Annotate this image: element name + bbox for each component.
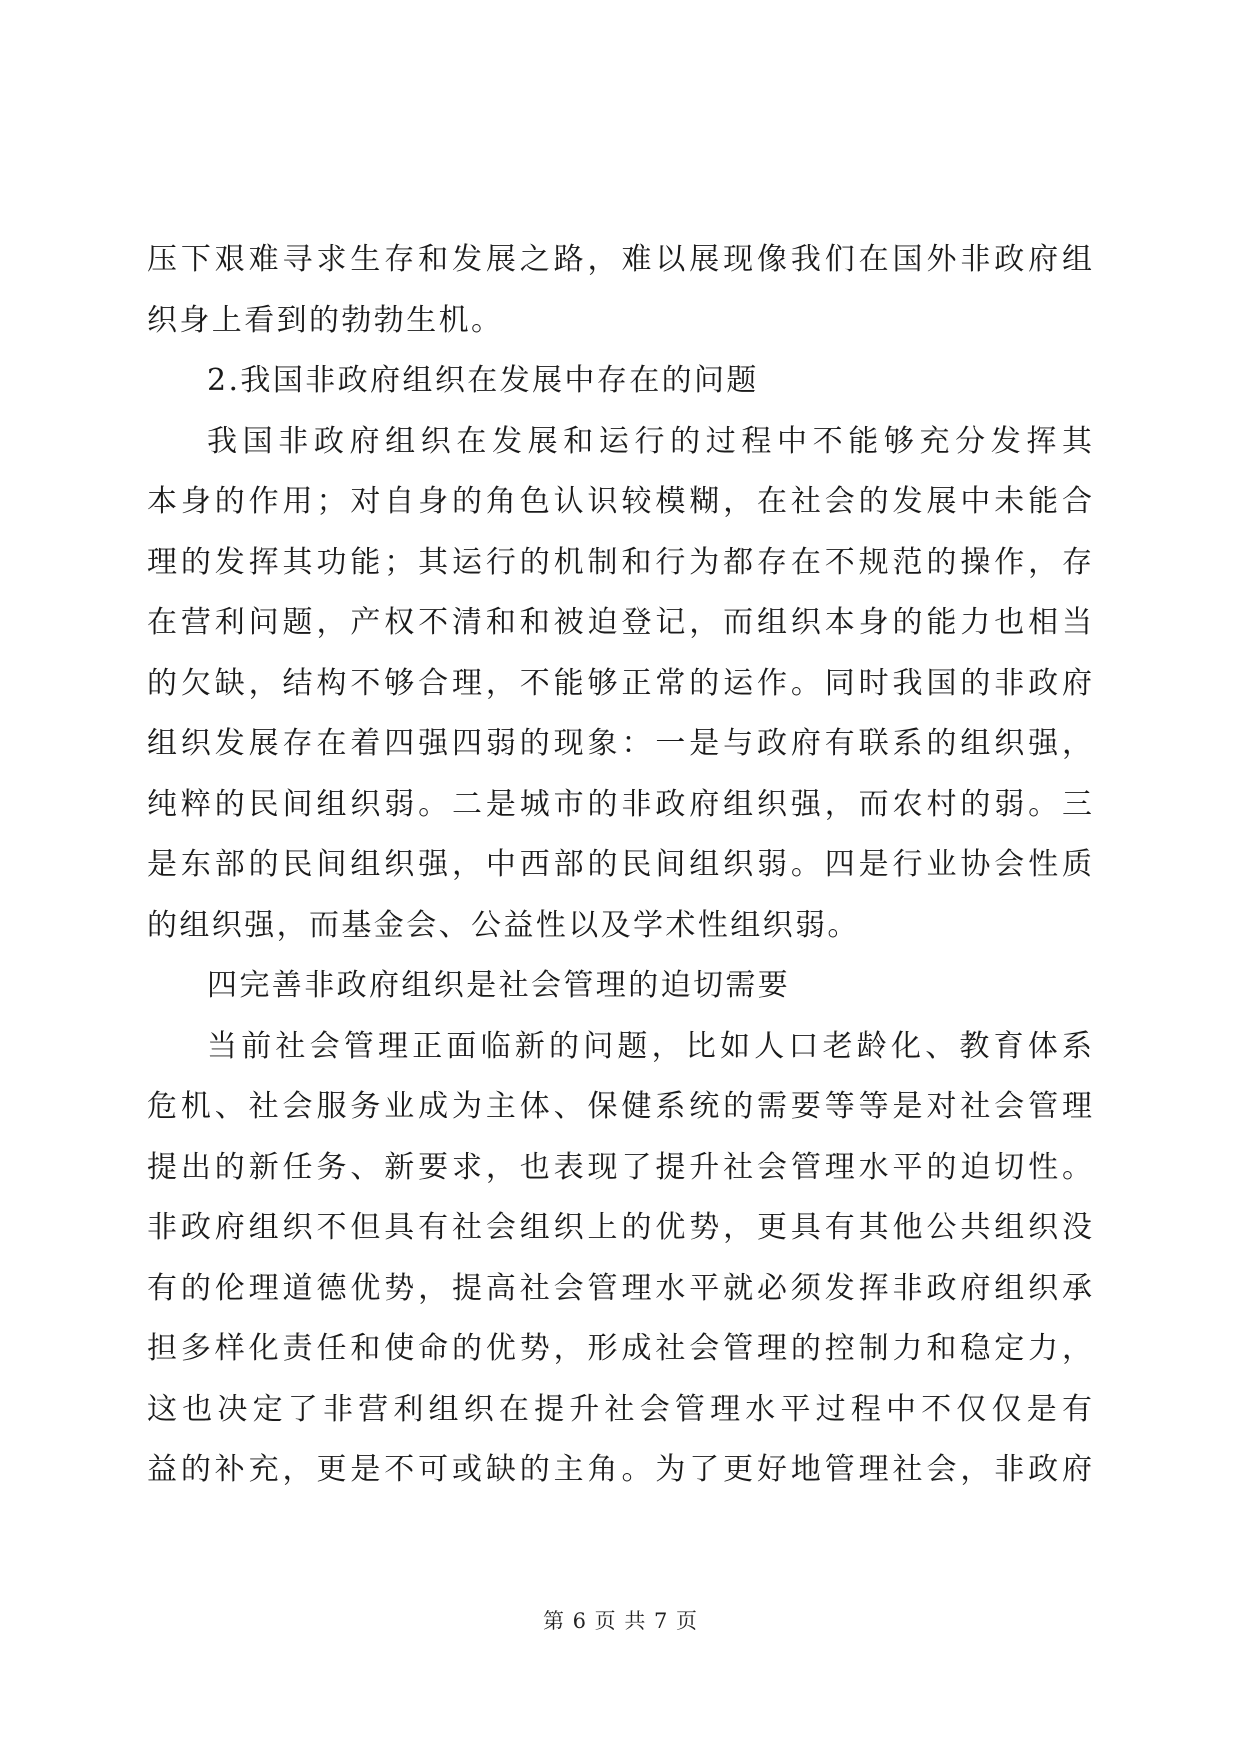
text-line: 理的发挥其功能；其运行的机制和行为都存在不规范的操作，存 xyxy=(147,544,1092,580)
text-line: 这也决定了非营利组织在提升社会管理水平过程中不仅仅是有 xyxy=(147,1391,1092,1427)
text-line: 的组织强，而基金会、公益性以及学术性组织弱。 xyxy=(147,907,860,943)
text-line: 纯粹的民间组织弱。二是城市的非政府组织强，而农村的弱。三 xyxy=(147,786,1092,822)
text-line: 益的补充，更是不可或缺的主角。为了更好地管理社会，非政府 xyxy=(147,1452,1092,1487)
text-line: 担多样化责任和使命的优势，形成社会管理的控制力和稳定力， xyxy=(147,1331,1092,1366)
text-line: 危机、社会服务业成为主体、保健系统的需要等等是对社会管理 xyxy=(147,1089,1092,1124)
text-line: 的欠缺，结构不够合理，不能够正常的运作。同时我国的非政府 xyxy=(147,665,1092,701)
text-line: 2.我国非政府组织在发展中存在的问题 xyxy=(207,363,759,398)
text-line: 提出的新任务、新要求，也表现了提升社会管理水平的迫切性。 xyxy=(147,1149,1092,1185)
page-footer: 第 6 页 共 7 页 xyxy=(542,1609,699,1633)
text-line: 组织发展存在着四强四弱的现象：一是与政府有联系的组织强， xyxy=(147,726,1092,761)
body-text xyxy=(147,230,1092,1501)
text-line: 四完善非政府组织是社会管理的迫切需要 xyxy=(207,968,791,1003)
text-line: 织身上看到的勃勃生机。 xyxy=(147,302,504,338)
text-line: 压下艰难寻求生存和发展之路，难以展现像我们在国外非政府组 xyxy=(147,242,1092,277)
text-line: 在营利问题，产权不清和和被迫登记，而组织本身的能力也相当 xyxy=(147,605,1092,640)
text-line: 我国非政府组织在发展和运行的过程中不能够充分发挥其 xyxy=(207,423,1092,459)
text-line: 有的伦理道德优势，提高社会管理水平就必须发挥非政府组织承 xyxy=(147,1270,1092,1306)
text-line: 是东部的民间组织强，中西部的民间组织弱。四是行业协会性质 xyxy=(147,847,1092,882)
text-line: 当前社会管理正面临新的问题，比如人口老龄化、教育体系 xyxy=(207,1028,1092,1064)
text-line: 本身的作用；对自身的角色认识较模糊，在社会的发展中未能合 xyxy=(147,484,1092,519)
text-line: 非政府组织不但具有社会组织上的优势，更具有其他公共组织没 xyxy=(147,1210,1092,1245)
